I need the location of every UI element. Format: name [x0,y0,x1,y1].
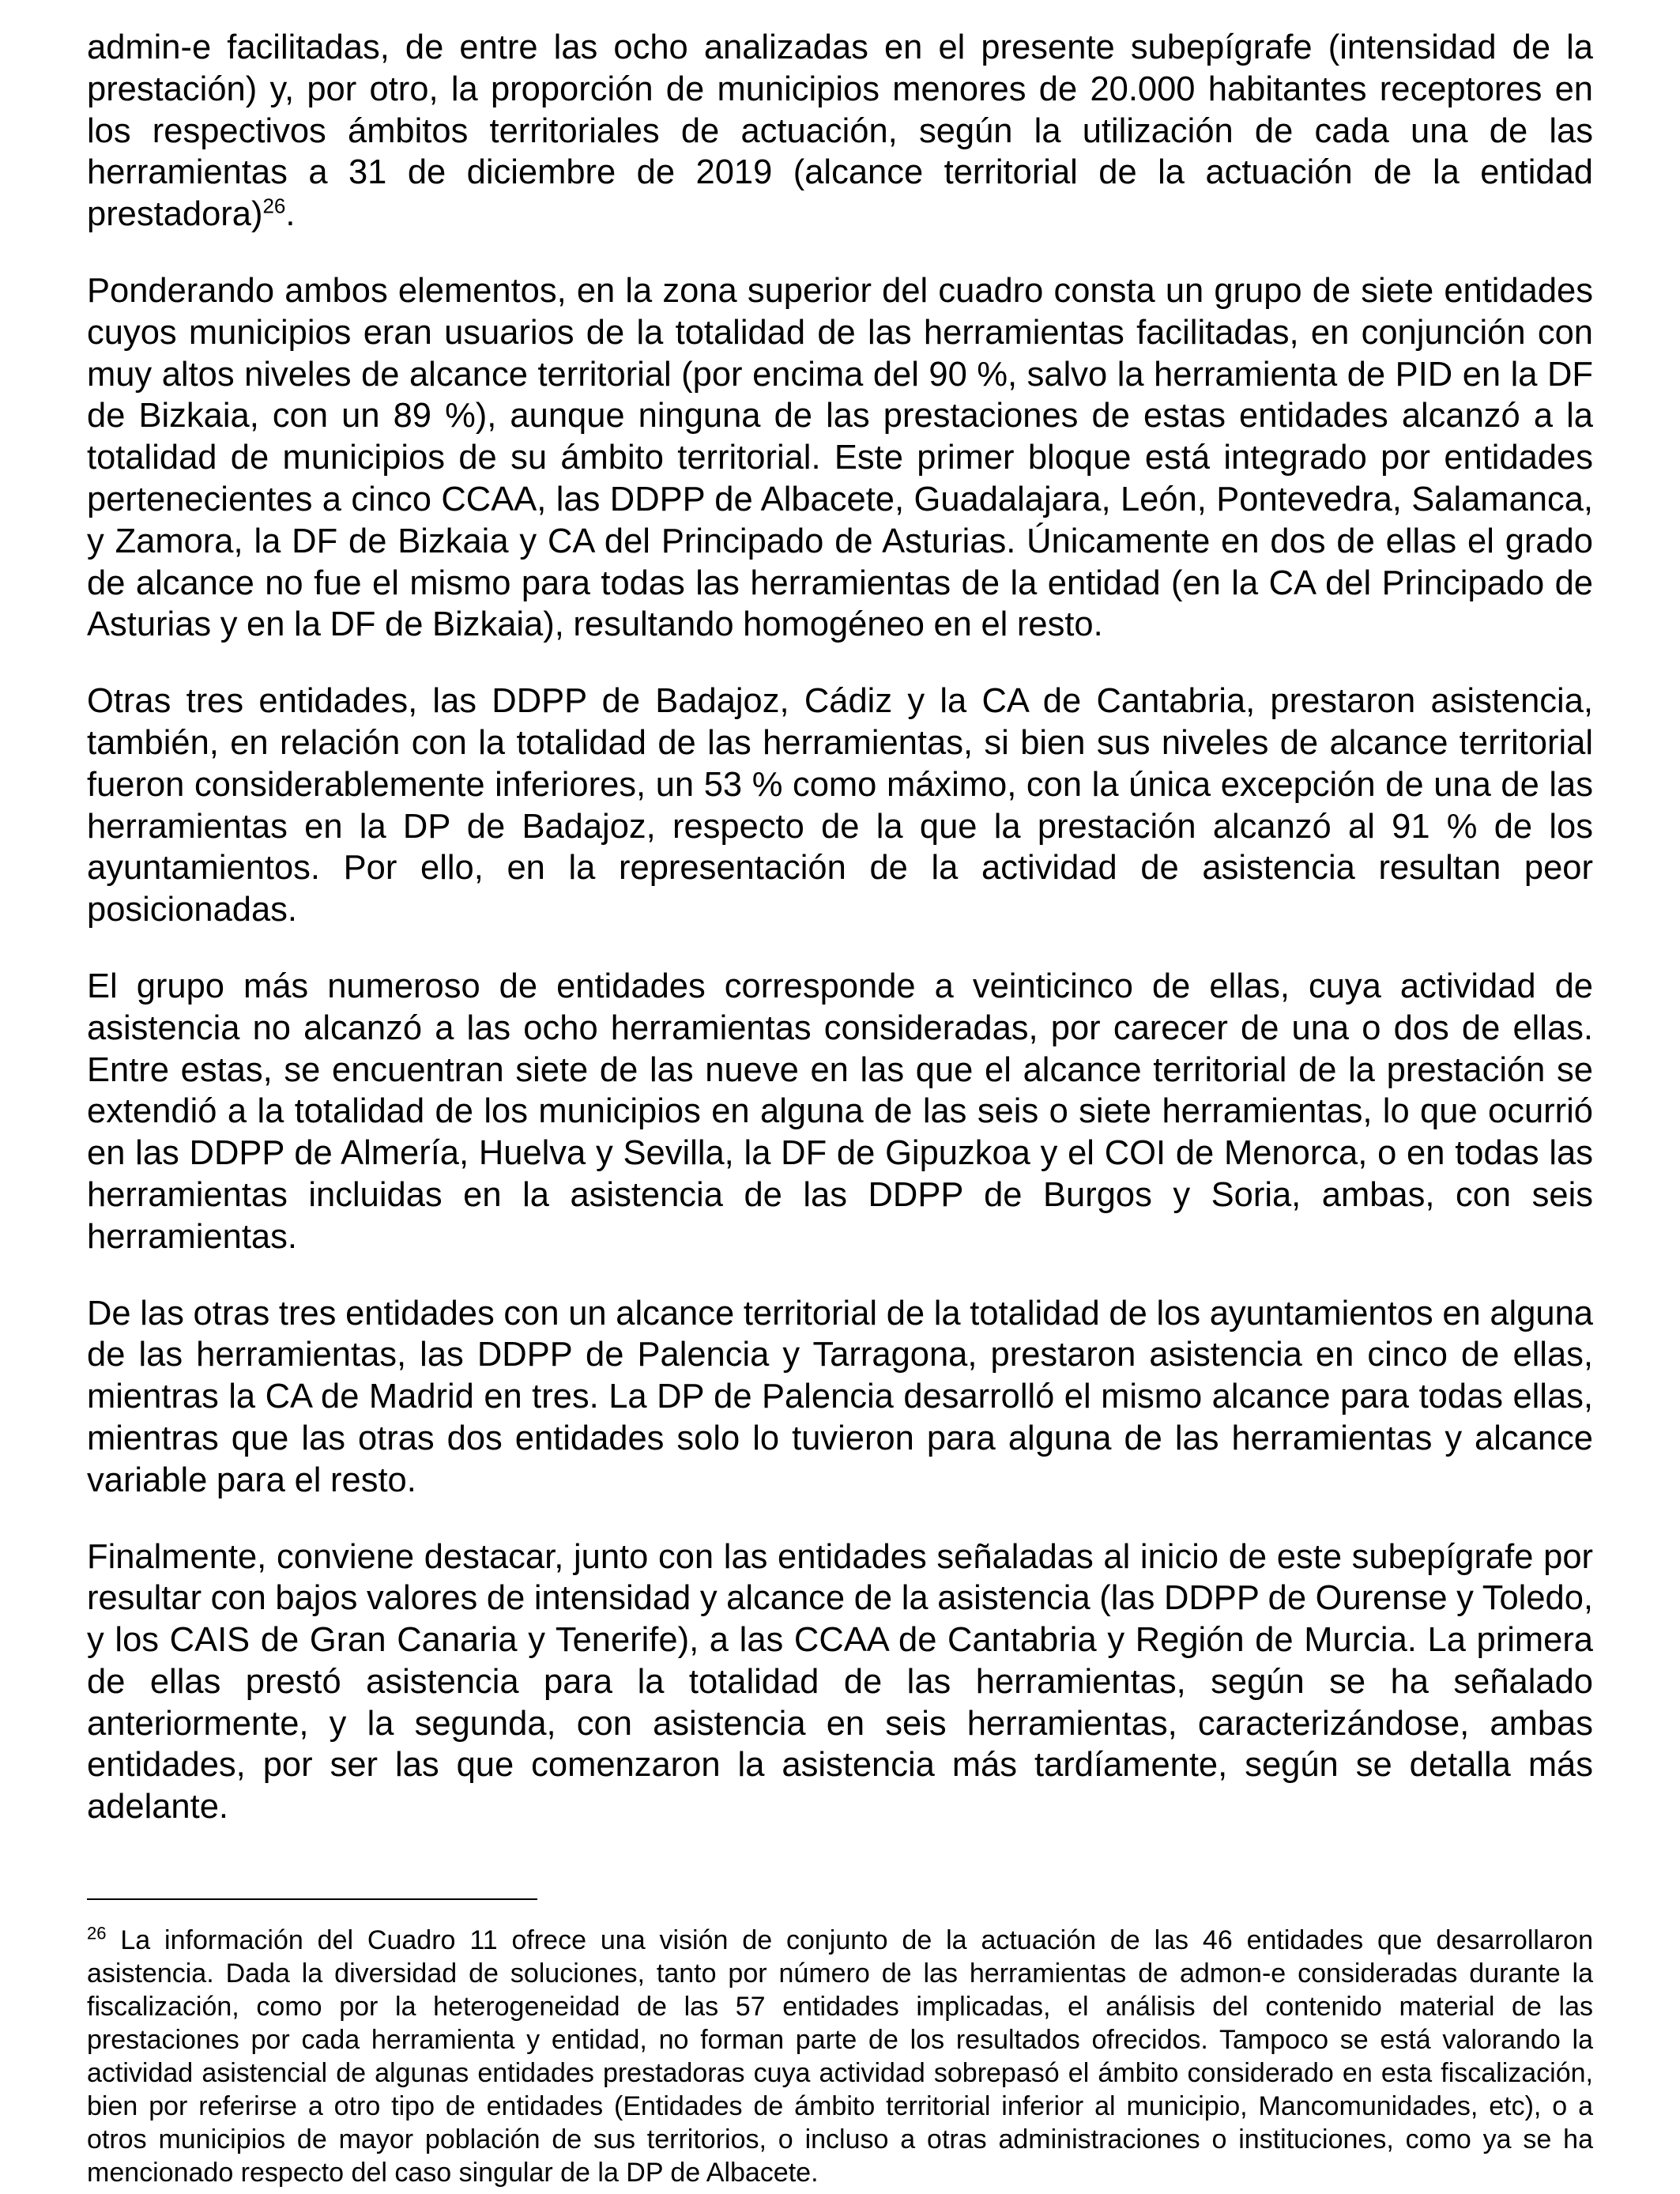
paragraph-4: El grupo más numeroso de entidades corresponde a veinticinco de ellas, cuya actividad de asistencia no alcanzó a las ocho herramientas consideradas, por carecer de una o dos de ellas. Entre estas, se encuentran siete de las nueve en las que el alcance territorial de la prestación se extendió a la totalidad de los municipios en alguna de las seis o siete herramientas, lo que ocurrió en las DDPP de Almería, Huelva y Sevilla, la DF de Gipuzkoa y el COI de Menorca, o en todas las herramientas incluidas en la asistencia de las DDPP de Burgos y Soria, ambas, con seis herramientas. [87,967,1593,1256]
paragraph-1-tail: . [285,195,296,234]
paragraph-6: Finalmente, conviene destacar, junto con las entidades señaladas al inicio de este subepígrafe por resultar con bajos valores de intensidad y alcance de la asistencia (las DDPP de Ourense y Toledo, y los CAIS de Gran Canaria y Tenerife), a las CCAA de Cantabria y Región de Murcia. La primera de ellas prestó asistencia para la totalidad de las herramientas, según se ha señalado anteriormente, y la segunda, con asistencia en seis herramientas, caracterizándose, ambas entidades, por ser las que comenzaron la asistencia más tardíamente, según se detalla más adelante. [87,1537,1593,1826]
paragraph-1-text: admin-e facilitadas, de entre las ocho analizadas en el presente subepígrafe (intensidad de la prestación) y, por otro, la proporción de municipios menores de 20.000 habitantes receptores en los respectivos ámbitos territoriales de actuación, según la utilización de cada una de las herramientas a 31 de diciembre de 2019 (alcance territorial de la actuación de la entidad prestadora) [87,28,1593,234]
footnote-text: La información del Cuadro 11 ofrece una visión de conjunto de la actuación de las 46 entidades que desarrollaron asistencia. Dada la diversidad de soluciones, tanto por número de las herramientas de admon-e consideradas durante la fiscalización, como por la heterogeneidad de las 57 entidades implicadas, el análisis del contenido material de las prestaciones por cada herramienta y entidad, no forman parte de los resultados ofrecidos. Tampoco se está valorando la actividad asistencial de algunas entidades prestadoras cuya actividad sobrepasó el ámbito considerado en esta fiscalización, bien por referirse a otro tipo de entidades (Entidades de ámbito territorial inferior al municipio, Mancomunidades, etc), o a otros municipios de mayor población de sus territorios, o incluso a otras administraciones o instituciones, como ya se ha mencionado respecto del caso singular de la DP de Albacete. [87,1925,1593,2188]
paragraph-1 [87,27,1593,236]
document-body [87,27,1593,1863]
paragraph-3: Otras tres entidades, las DDPP de Badajoz, Cádiz y la CA de Cantabria, prestaron asistencia, también, en relación con la totalidad de las herramientas, si bien sus niveles de alcance territorial fueron considerablemente inferiores, un 53 % como máximo, con la única excepción de una de las herramientas en la DP de Badajoz, respecto de la que la prestación alcanzó al 91 % de los ayuntamientos. Por ello, en la representación de la actividad de asistencia resultan peor posicionadas. [87,682,1593,929]
paragraph-2: Ponderando ambos elementos, en la zona superior del cuadro consta un grupo de siete entidades cuyos municipios eran usuarios de la totalidad de las herramientas facilitadas, en conjunción con muy altos niveles de alcance territorial (por encima del 90 %, salvo la herramienta de PID en la DF de Bizkaia, con un 89 %), aunque ninguna de las prestaciones de estas entidades alcanzó a la totalidad de municipios de su ámbito territorial. Este primer bloque está integrado por entidades pertenecientes a cinco CCAA, las DDPP de Albacete, Guadalajara, León, Pontevedra, Salamanca, y Zamora, la DF de Bizkaia y CA del Principado de Asturias. Únicamente en dos de ellas el grado de alcance no fue el mismo para todas las herramientas de la entidad (en la CA del Principado de Asturias y en la DF de Bizkaia), resultando homogéneo en el resto. [87,271,1593,644]
paragraph-5: De las otras tres entidades con un alcance territorial de la totalidad de los ayuntamientos en alguna de las herramientas, las DDPP de Palencia y Tarragona, prestaron asistencia en cinco de ellas, mientras la CA de Madrid en tres. La DP de Palencia desarrolló el mismo alcance para todas ellas, mientras que las otras dos entidades solo lo tuvieron para alguna de las herramientas y alcance variable para el resto. [87,1294,1593,1499]
footnote-number: 26 [87,1923,107,1943]
footnote-reference[interactable]: 26 [262,194,286,218]
footnote [87,1924,1593,2189]
footnote-separator [87,1898,537,1900]
